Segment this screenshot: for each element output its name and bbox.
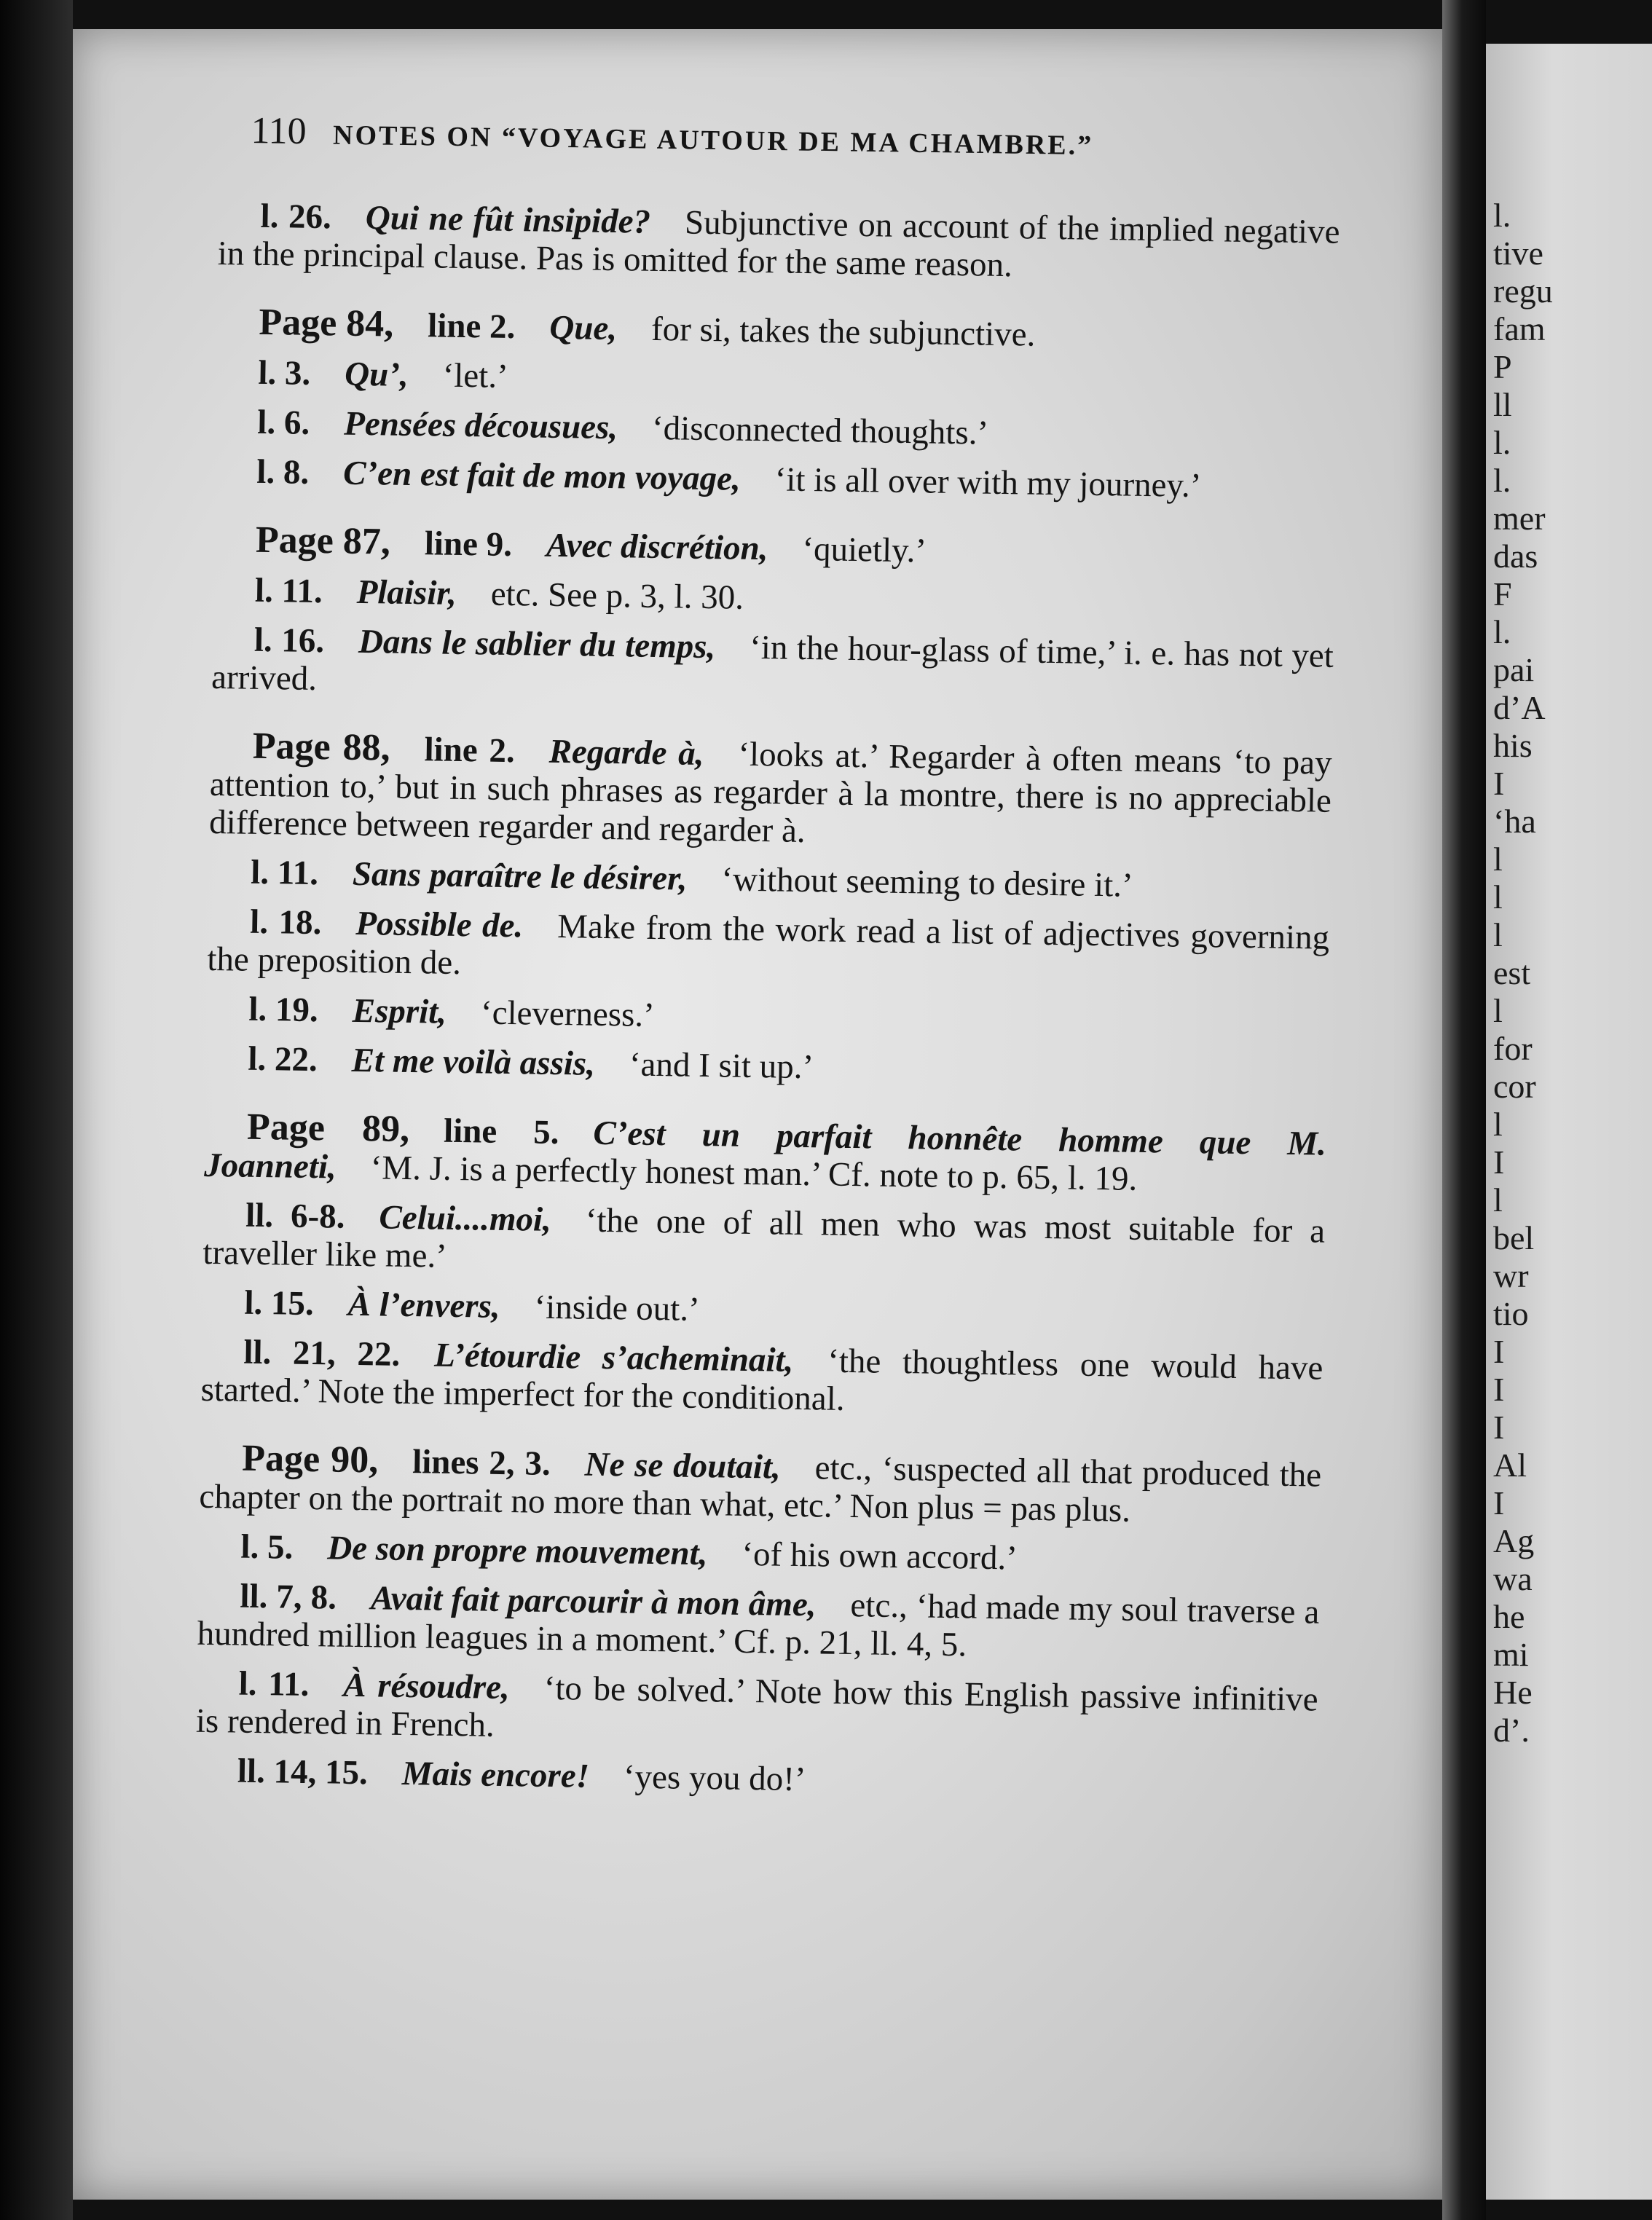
note-line-ref: l. 18. [249,902,322,942]
note-entry [204,1108,1326,1201]
note-entry [215,403,1337,457]
note-entry [214,452,1337,507]
note-entry [217,197,1340,289]
note-entry [213,521,1336,576]
note-explanation: etc., ‘had made my soul traverse a hundred million leagues in a moment.’ Cf. p. 21, ll. 4, 5. [197,1586,1320,1664]
facing-page-fragment: tio [1493,1295,1529,1332]
facing-page-fragment: l [1493,1181,1503,1219]
note-french-phrase: Dans le sablier du temps, [358,622,716,666]
facing-page-text [1493,197,1652,1749]
facing-page-fragment: wa [1493,1560,1533,1597]
facing-page-fragment: mer [1493,500,1546,537]
notes-body [195,197,1340,1806]
note-entry [197,1577,1319,1669]
note-french-phrase: C’est un parfait honnête homme que M. Joanneti, [203,1114,1327,1186]
note-explanation: ‘let.’ [442,356,509,395]
note-explanation: ‘quietly.’ [802,530,927,570]
note-french-phrase: Avait fait parcourir à mon âme, [370,1579,817,1624]
note-entry [196,1664,1318,1757]
note-line-ref: l. 19. [248,990,319,1030]
running-title: NOTES ON “VOYAGE AUTOUR DE MA CHAMBRE.” [332,119,1094,162]
note-explanation: for si, takes the subjunctive. [650,310,1036,354]
facing-page-fragment: P [1493,348,1512,385]
note-entry [199,1439,1321,1532]
note-line-ref: l. 11. [254,571,323,611]
note-french-phrase: Sans paraître le désirer, [352,854,688,898]
note-page-heading: Page 84, [259,301,394,345]
note-line-ref: l. 11. [238,1664,310,1704]
note-explanation: ‘the thoughtless one would have started.’ Note the imperfect for the conditional. [200,1342,1323,1418]
facing-page-fragment: l. [1493,462,1511,499]
note-french-phrase: Qui ne fût insipide? [365,199,651,241]
facing-page-fragment: Ag [1493,1522,1535,1559]
facing-page-fragment: regu [1493,272,1553,310]
facing-page-fragment: wr [1493,1257,1529,1294]
note-entry [211,621,1334,713]
note-entry [216,353,1338,408]
note-french-phrase: Pensées décousues, [343,404,618,447]
facing-page-fragment: l. [1493,197,1511,234]
facing-page-fragment: fam [1493,310,1546,347]
note-explanation: ‘to be solved.’ Note how this English passive infinitive is rendered in French. [195,1669,1318,1744]
note-explanation: Subjunctive on account of the implied negative in the principal clause. Pas is omitted for the same reason. [217,203,1340,285]
note-line-ref: line 2. [424,731,516,771]
note-entry [202,1196,1325,1288]
note-entry [213,571,1335,626]
facing-page-fragment: bel [1493,1219,1535,1256]
note-explanation: ‘disconnected thoughts.’ [651,409,989,452]
facing-page-fragment: I [1493,1409,1505,1446]
note-explanation: ‘in the hour-glass of time,’ i. e. has not yet arrived. [211,628,1334,698]
scan-left-edge [0,0,73,2220]
note-line-ref: line 2. [427,307,516,347]
note-french-phrase: Celui....moi, [379,1198,552,1239]
facing-page-fragment: ‘ha [1493,803,1536,840]
note-explanation: ‘inside out.’ [534,1288,701,1329]
note-french-phrase: C’en est fait de mon voyage, [342,454,742,498]
facing-page-fragment: cor [1493,1068,1536,1105]
note-entry [202,1283,1324,1338]
facing-page-fragment: he [1493,1598,1525,1635]
note-line-ref: ll. 21, 22. [243,1333,401,1374]
facing-page-fragment: He [1493,1674,1533,1711]
facing-page-fragment: est [1493,954,1531,991]
note-line-ref: ll. 6-8. [245,1196,345,1236]
note-french-phrase: Regarde à, [548,732,704,773]
note-line-ref: l. 6. [257,403,310,442]
note-french-phrase: Qu’, [344,355,409,394]
note-explanation: ‘of his own accord.’ [742,1535,1018,1578]
note-line-ref: l. 15. [244,1283,315,1323]
page-number: 110 [251,109,307,153]
facing-page-fragment: l [1493,878,1503,916]
note-entry [216,303,1339,358]
note-page-heading: Page 87, [255,519,391,563]
note-explanation: ‘M. J. is a perfectly honest man.’ Cf. note to p. 65, l. 19. [370,1149,1138,1198]
note-entry [200,1333,1323,1425]
note-explanation: ‘cleverness.’ [480,993,656,1035]
facing-page-fragment: l [1493,1106,1503,1143]
note-line-ref: l. 26. [260,197,332,237]
facing-page-fragment: I [1493,1144,1505,1181]
note-entry [209,727,1332,858]
facing-page-fragment: d’. [1493,1712,1530,1749]
facing-page-fragment: l. [1493,613,1511,650]
note-page-heading: Page 88, [252,725,391,769]
note-line-ref: line 9. [424,524,513,564]
note-french-phrase: À résoudre, [342,1666,511,1707]
note-french-phrase: À l’envers, [347,1285,501,1326]
note-page-heading: Page 89, [246,1106,410,1151]
note-french-phrase: Ne se doutait, [584,1445,782,1487]
facing-page-fragment: tive [1493,235,1543,272]
facing-page-fragment: das [1493,538,1538,575]
note-line-ref: line 5. [443,1111,559,1152]
note-french-phrase: Avec discrétion, [546,526,768,568]
facing-page-fragment: d’A [1493,689,1546,726]
note-explanation: etc., ‘suspected all that produced the chapter on the portrait no more than what, etc.’ Non plus = pas plus. [199,1449,1322,1530]
note-explanation: ‘it is all over with my journey.’ [774,460,1202,505]
facing-page-fragment: F [1493,575,1512,613]
facing-page-fragment: ll [1493,386,1512,423]
note-line-ref: l. 16. [253,621,325,661]
note-line-ref: l. 11. [250,853,319,893]
note-explanation: ‘yes you do!’ [623,1758,806,1799]
facing-page-fragment: pai [1493,651,1535,688]
note-line-ref: ll. 7, 8. [240,1577,337,1617]
note-french-phrase: De son propre mouvement, [326,1529,708,1573]
note-entry [207,902,1329,995]
note-page-heading: Page 90, [241,1437,379,1481]
note-line-ref: ll. 14, 15. [237,1752,369,1792]
note-french-phrase: Que, [548,308,618,348]
note-french-phrase: Esprit, [352,991,447,1031]
note-line-ref: l. 8. [256,452,310,492]
note-entry [206,990,1329,1044]
note-entry [198,1527,1321,1582]
facing-page-fragment: l [1493,992,1503,1029]
facing-page-fragment: I [1493,1333,1505,1370]
note-french-phrase: L’étourdie s’acheminait, [433,1336,794,1379]
facing-page-fragment: for [1493,1030,1533,1067]
note-explanation: ‘looks at.’ Regarder à often means ‘to pay attention to,’ but in such phrases as regarder à la montre, there is no appreciable difference between regarder and regarder à. [208,735,1333,851]
facing-page-fragment: I [1493,1484,1505,1522]
note-line-ref: l. 22. [248,1039,318,1079]
note-line-ref: lines 2, 3. [412,1443,551,1483]
facing-page-fragment: his [1493,727,1533,764]
facing-page-fragment: l. [1493,424,1511,461]
note-entry [205,1039,1328,1094]
note-explanation: ‘the one of all men who was most suitable for a traveller like me.’ [202,1201,1326,1275]
note-french-phrase: Plaisir, [356,572,457,613]
note-line-ref: l. 5. [240,1527,294,1567]
note-line-ref: l. 3. [258,353,311,393]
note-french-phrase: Mais encore! [401,1754,590,1795]
note-french-phrase: Et me voilà assis, [351,1041,596,1083]
facing-page-fragment: l [1493,841,1503,878]
note-explanation: Make from the work read a list of adjectives governing the preposition de. [207,908,1330,983]
facing-page-fragment: I [1493,765,1505,802]
facing-page-fragment: l [1493,916,1503,953]
book-gutter [1442,0,1486,2220]
note-explanation: ‘and I sit up.’ [629,1045,814,1087]
note-entry [208,853,1331,908]
facing-page-fragment: I [1493,1371,1505,1408]
facing-page-fragment: Al [1493,1446,1527,1484]
note-explanation: ‘without seeming to desire it.’ [721,860,1134,905]
note-explanation: etc. See p. 3, l. 30. [490,575,744,617]
note-french-phrase: Possible de. [355,904,524,945]
facing-page-fragment: mi [1493,1636,1529,1673]
